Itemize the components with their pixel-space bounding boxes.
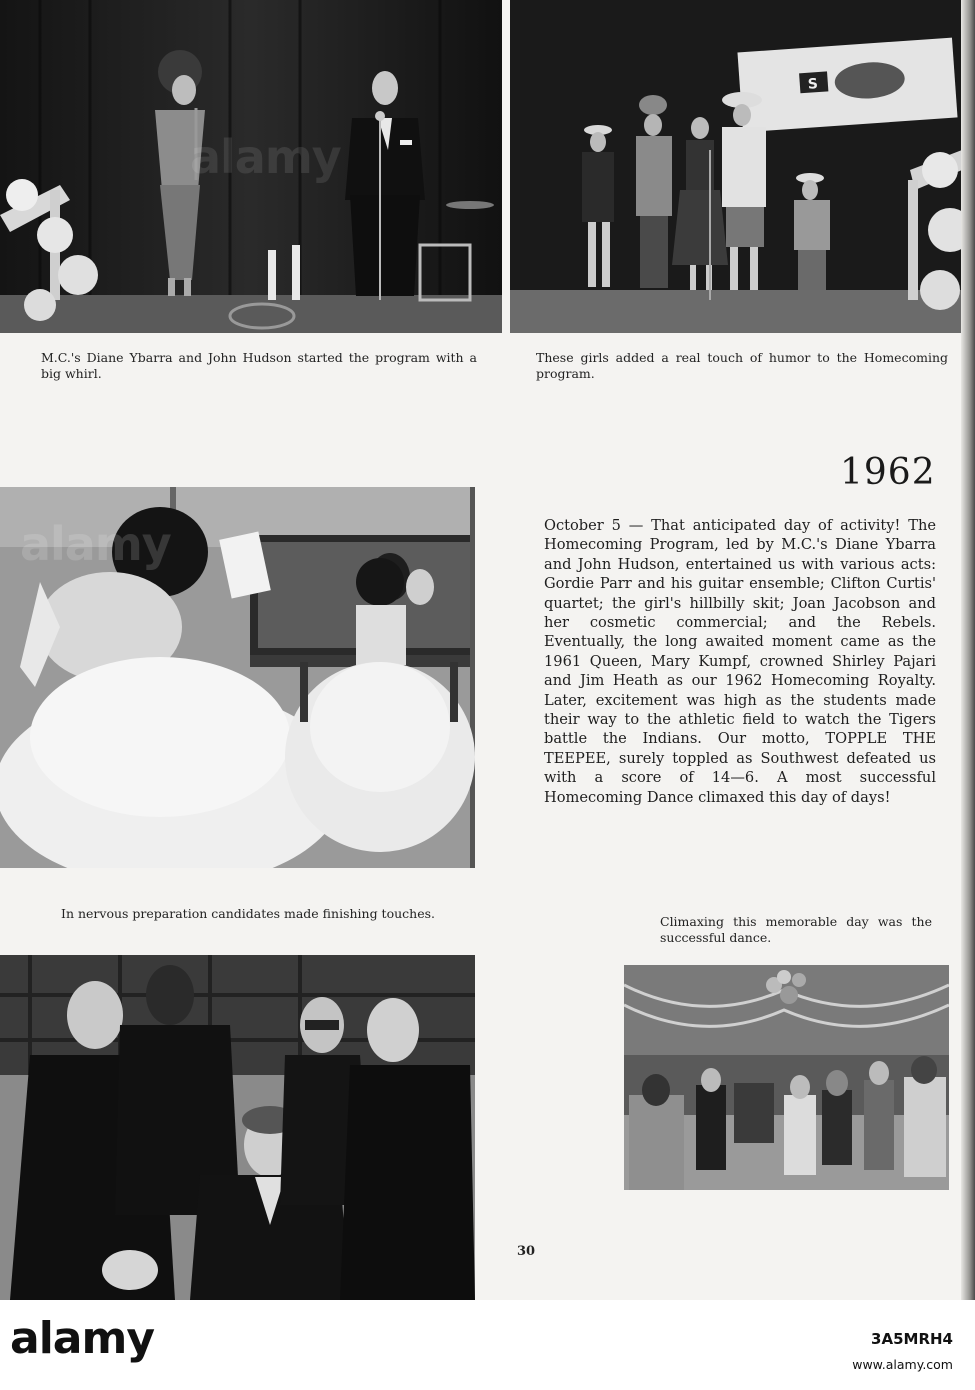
photo-hillbilly-skit [510, 0, 962, 333]
banner-letter: S [807, 76, 819, 93]
photo-homecoming-dance [624, 965, 949, 1190]
caption-skit: These girls added a real touch of humor to the Homecoming program. [536, 350, 948, 381]
page-binding-shadow [961, 0, 975, 1300]
article-year: 1962 [840, 452, 936, 493]
photo-boys-tuxedos [0, 955, 475, 1300]
stock-image-id: 3A5MRH4 [871, 1330, 953, 1348]
stock-url: www.alamy.com [852, 1357, 953, 1372]
caption-dance: Climaxing this memorable day was the successful dance. [660, 914, 932, 945]
photo-candidates-preparing [0, 487, 475, 868]
caption-mcs: M.C.'s Diane Ybarra and John Hudson started the program with a big whirl. [41, 350, 477, 381]
stock-brand-logo: alamy [10, 1313, 154, 1364]
photo-mcs-on-stage [0, 0, 502, 333]
page-number: 30 [517, 1244, 536, 1259]
article-body: October 5 — That anticipated day of activity! The Homecoming Program, led by M.C.'s Diane Ybarra and John Hudson, entertained us with various acts: Gordie Parr and his guitar ensemble; Clifton Curtis' quartet; the girl's hillbilly skit; Joan Jacobson and her cosmetic commercial; and the Rebels. Eventually, the long awaited moment came as the 1961 Queen, Mary Kumpf, crowned Shirley Pajari and Jim Heath as our 1962 Homecoming Royalty. Later, excitement was high as the students made their way to the athletic field to watch the Tigers battle the Indians. Our motto, TOPPLE THE TEEPEE, surely toppled as Southwest defeated us with a score of 14—6. A most successful Homecoming Dance climaxed this day of days! [544, 517, 936, 806]
caption-candidates: In nervous preparation candidates made finishing touches. [61, 906, 435, 921]
